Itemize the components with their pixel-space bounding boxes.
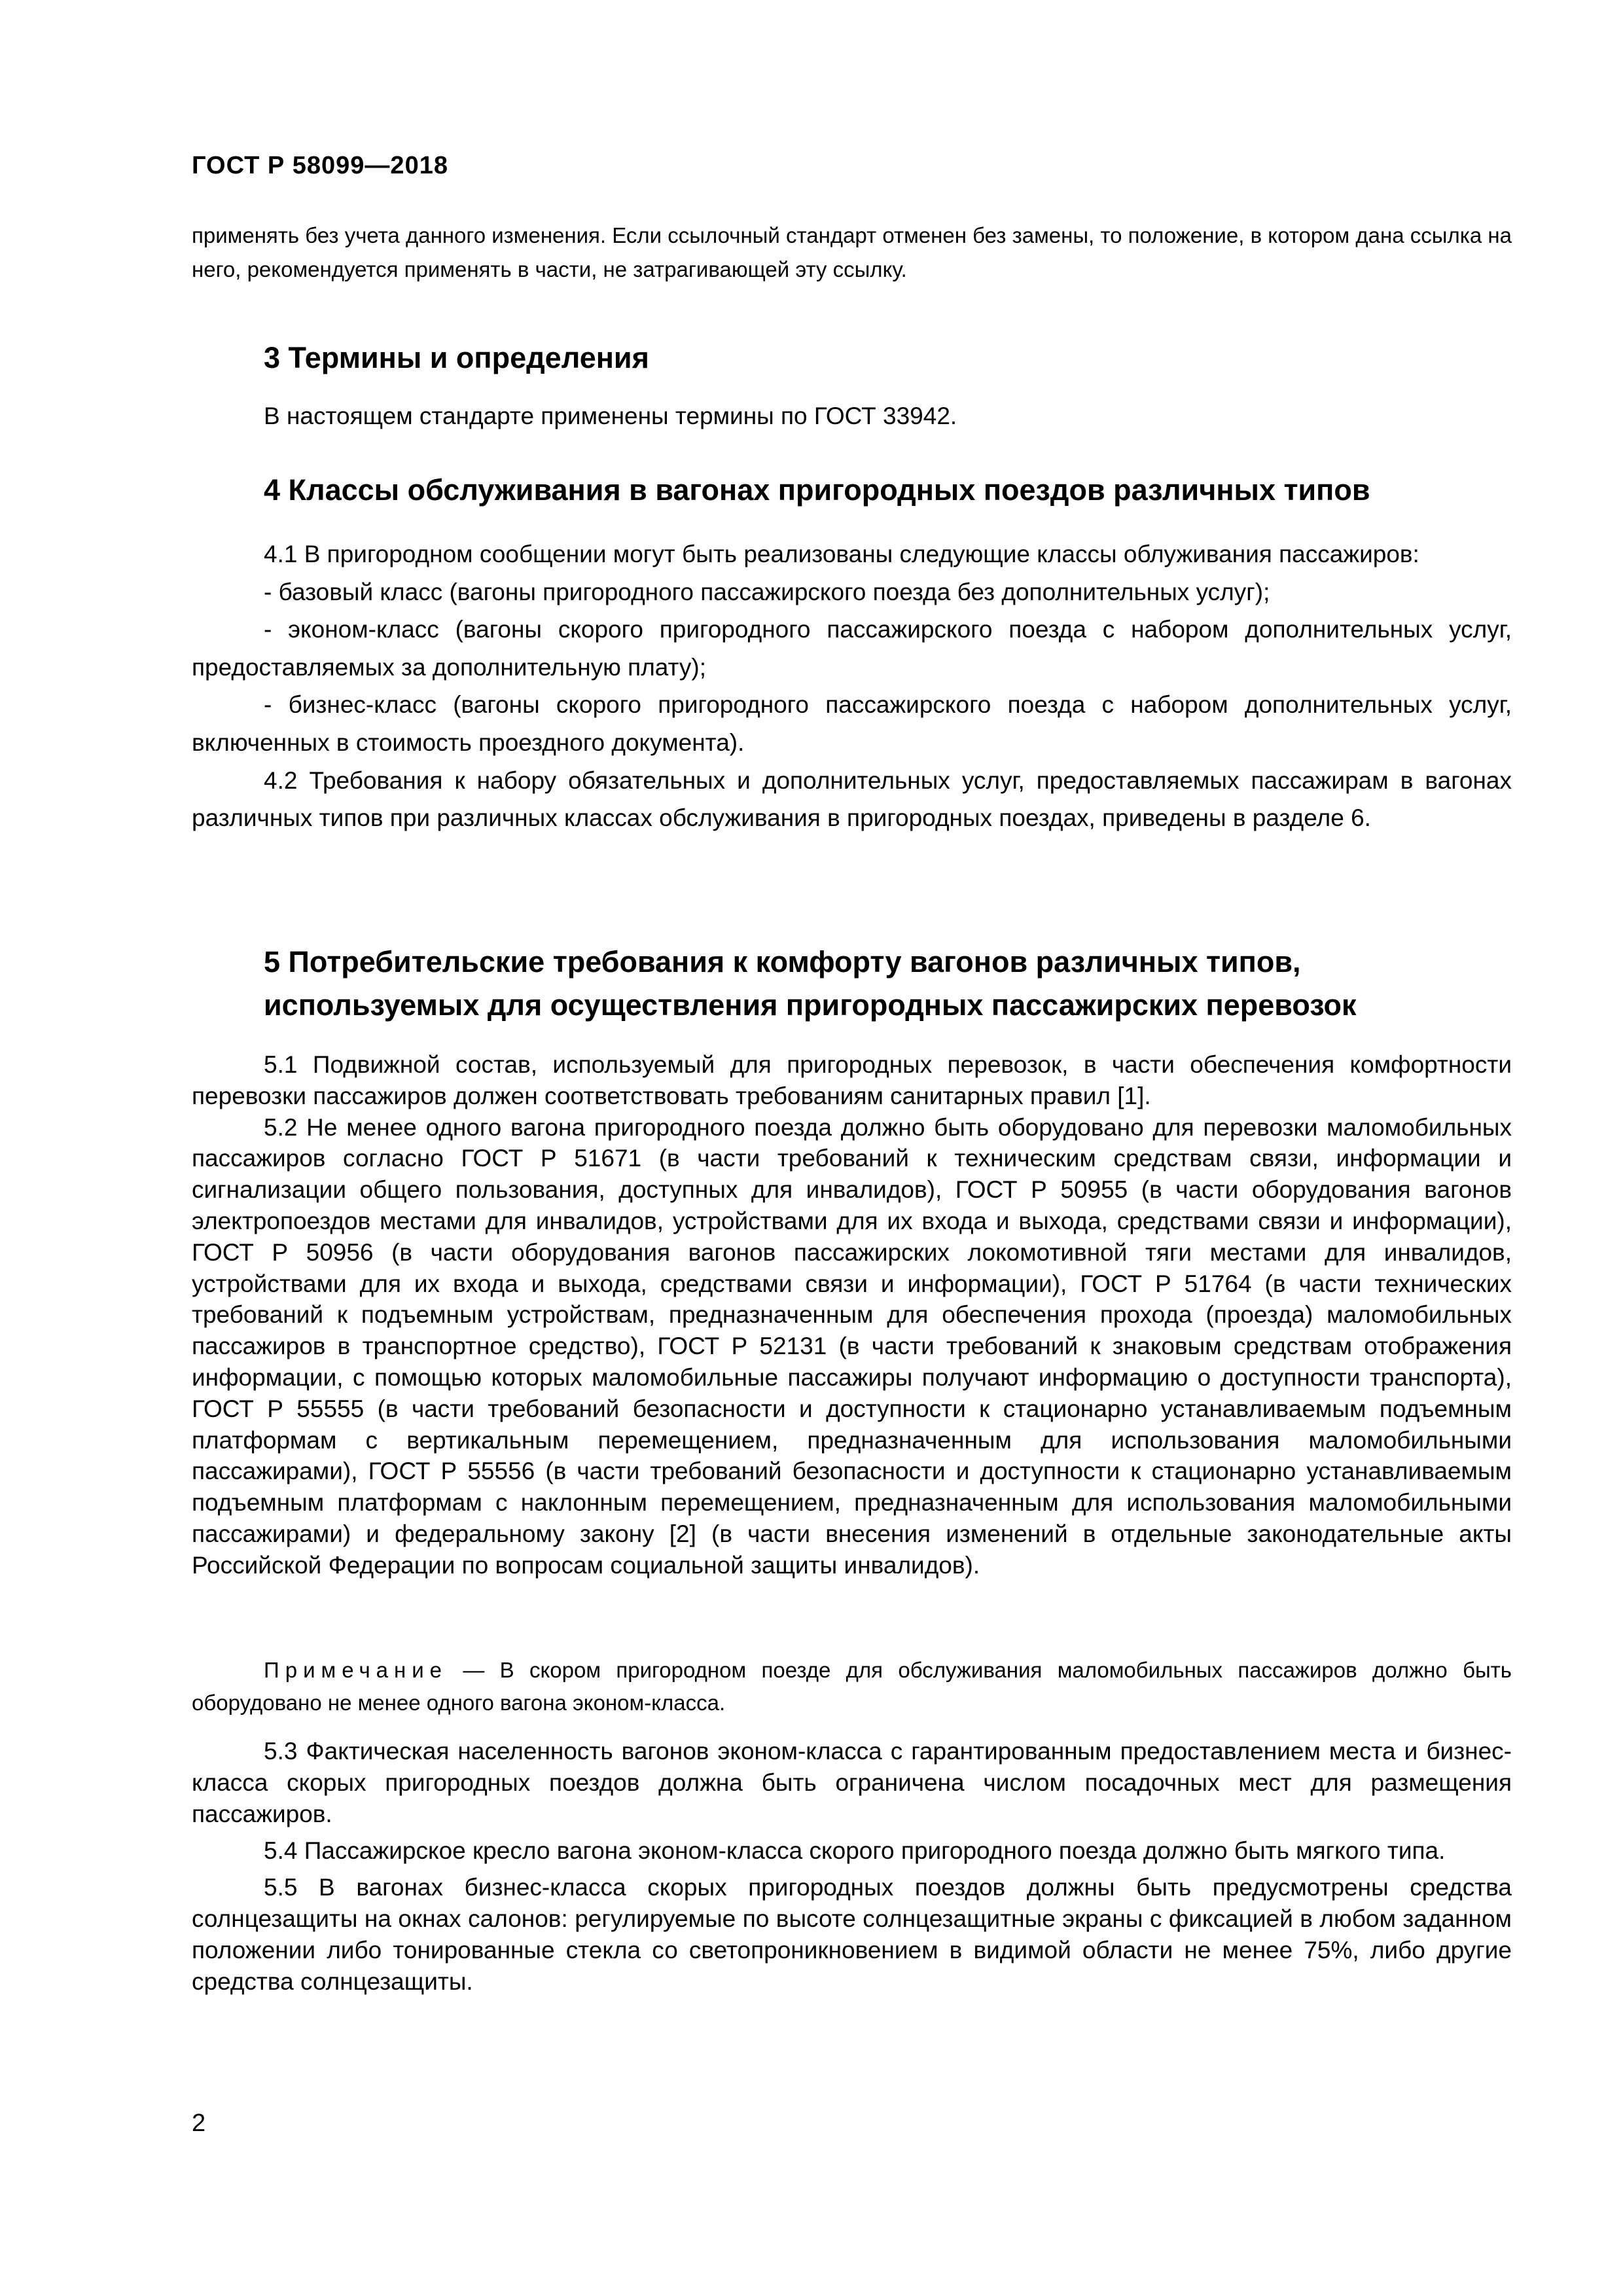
list-item-business-class: - бизнес-класс (вагоны скорого пригородного пассажирского поезда с набором дополнительных услуг, включенных в стоимость проездного документа). bbox=[192, 691, 1512, 756]
list-item-economy-class: - эконом-класс (вагоны скорого пригородного пассажирского поезда с набором дополнительных услуг, предоставляемых за дополнительную плату); bbox=[192, 616, 1512, 681]
note-text: — В скором пригородном поезде для обслуживания маломобильных пассажиров должно быть оборудовано не менее одного вагона эконом-класса. bbox=[192, 1658, 1512, 1715]
section-5-heading bbox=[264, 941, 1512, 1027]
section-3-text: В настоящем стандарте применены термины по ГОСТ 33942. bbox=[264, 403, 957, 429]
section-3-heading: 3 Термины и определения bbox=[264, 341, 649, 374]
section-5-body bbox=[192, 1049, 1512, 1581]
clause-4-1: 4.1 В пригородном сообщении могут быть реализованы следующие классы облуживания пассажиров: bbox=[264, 541, 1419, 567]
list-item-basic-class: - базовый класс (вагоны пригородного пассажирского поезда без дополнительных услуг); bbox=[264, 578, 1270, 605]
clause-4-2: 4.2 Требования к набору обязательных и дополнительных услуг, предоставляемых пассажирам в вагонах различных типов при различных классах обслуживания в пригородных поездах, приведены в разделе 6. bbox=[192, 766, 1512, 832]
note-label: Примечание bbox=[264, 1658, 448, 1682]
page-number: 2 bbox=[192, 2109, 206, 2137]
intro-paragraph: применять без учета данного изменения. Если ссылочный стандарт отменен без замены, то положение, в котором дана ссылка на него, рекомендуется применять в части, не затрагивающей эту ссылку. bbox=[192, 223, 1512, 281]
section-5-heading-line-2: используемых для осуществления пригородных пассажирских перевозок bbox=[264, 988, 1357, 1022]
note-paragraph bbox=[192, 1654, 1512, 1719]
clause-5-1: 5.1 Подвижной состав, используемый для пригородных перевозок, в части обеспечения комфортности перевозки пассажиров должен соответствовать требованиям санитарных правил [1]. bbox=[192, 1051, 1512, 1109]
document-code-header: ГОСТ Р 58099—2018 bbox=[192, 152, 448, 179]
section-4-body bbox=[192, 535, 1512, 837]
clause-5-2: 5.2 Не менее одного вагона пригородного поезда должно быть оборудовано для перевозки маломобильных пассажиров согласно ГОСТ Р 51671 (в части требований к техническим средствам связи, информации и сигнализации общего пользования, доступных для инвалидов), ГОСТ Р 50955 (в части оборудования вагонов электропоездов местами для инвалидов, устройствами для их входа и выхода, средствами связи и информации), ГОСТ Р 50956 (в части оборудования вагонов пассажирских локомотивной тяги местами для инвалидов, устройствами для их входа и выхода, средствами связи и информации), ГОСТ Р 51764 (в части технических требований к подъемным устройствам, предназначенным для обеспечения прохода (проезда) маломобильных пассажиров в транспортное средство), ГОСТ Р 52131 (в части требований к знаковым средствам отображения информации, с помощью которых маломобильные пассажиры получают информацию о доступности транспорта), ГОСТ Р 55555 (в части требований безопасности и доступности к стационарно устанавливаемым подъемным платформам с вертикальным перемещением, предназначенным для использования маломобильными пассажирами), ГОСТ Р 55556 (в части требований безопасности и доступности к стационарно устанавливаемым подъемным платформам с наклонным перемещением, предназначенным для использования маломобильными пассажирами) и федеральному закону [2] (в части внесения изменений в отдельные законодательные акты Российской Федерации по вопросам социальной защиты инвалидов). bbox=[192, 1113, 1512, 1579]
clause-5-4: 5.4 Пассажирское кресло вагона эконом-класса скорого пригородного поезда должно быть мягкого типа. bbox=[264, 1837, 1446, 1864]
section-4-heading: 4 Классы обслуживания в вагонах пригородных поездов различных типов bbox=[264, 473, 1370, 507]
section-5-heading-line-1: 5 Потребительские требования к комфорту вагонов различных типов, bbox=[264, 945, 1301, 978]
clause-5-5: 5.5 В вагонах бизнес-класса скорых пригородных поездов должны быть предусмотрены средства солнцезащиты на окнах салонов: регулируемые по высоте солнцезащитные экраны с фиксацией в любом заданном положении либо тонированные стекла со светопроникновением в видимой области не менее 75%, либо другие средства солнцезащиты. bbox=[192, 1874, 1512, 1995]
clause-5-3: 5.3 Фактическая населенность вагонов эконом-класса с гарантированным предоставлением места и бизнес-класса скорых пригородных поездов должна быть ограничена числом посадочных мест для размещения пассажиров. bbox=[192, 1738, 1512, 1827]
section-5-body-continued bbox=[192, 1736, 1512, 1998]
